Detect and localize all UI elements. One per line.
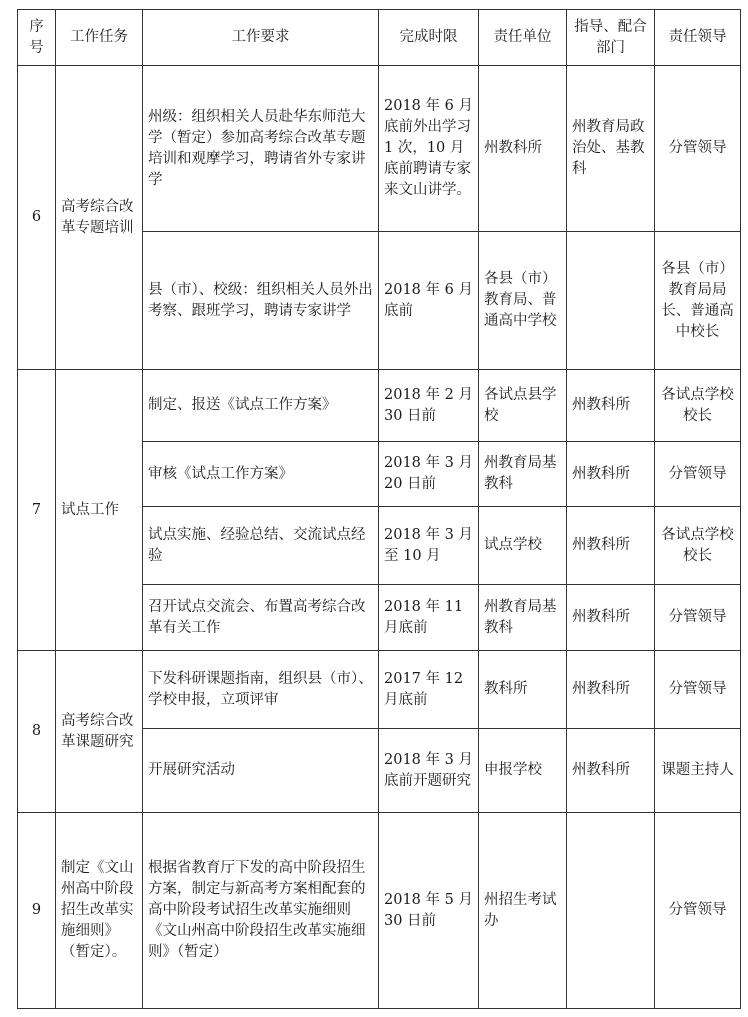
task-cell: 试点工作: [56, 370, 143, 651]
table-row: [18, 370, 741, 442]
header-task: 工作任务: [56, 10, 143, 66]
deadline-cell: 2018 年 6 月底前外出学习 1 次，10 月底前聘请专家来文山讲学。: [379, 66, 479, 232]
deadline-cell: 2018 年 5 月 30 日前: [379, 813, 479, 1009]
header-leader: 责任领导: [655, 10, 741, 66]
row-number: 6: [18, 66, 56, 370]
header-requirement: 工作要求: [143, 10, 379, 66]
deadline-cell: 2018 年 3 月 20 日前: [379, 442, 479, 507]
table-row: [18, 66, 741, 232]
unit-cell: 州招生考试办: [479, 813, 567, 1009]
deadline-cell: 2018 年 3 月至 10 月: [379, 507, 479, 585]
table-row: [18, 651, 741, 729]
task-cell: 高考综合改革专题培训: [56, 66, 143, 370]
unit-cell: 州教科所: [479, 66, 567, 232]
header-no: 序号: [18, 10, 56, 66]
dept-cell: 州教育局政治处、基教科: [567, 66, 655, 232]
leader-cell: 各试点学校校长: [655, 370, 741, 442]
unit-cell: 各县（市）教育局、普通高中学校: [479, 232, 567, 370]
requirement-cell: 下发科研课题指南，组织县（市）、学校申报，立项评审: [143, 651, 379, 729]
work-plan-table: [17, 9, 741, 1009]
requirement-cell: 根据省教育厅下发的高中阶段招生方案，制定与新高考方案相配套的高中阶段考试招生改革实施细则《文山州高中阶段招生改革实施细则》（暂定）: [143, 813, 379, 1009]
row-number: 8: [18, 651, 56, 813]
dept-cell: [567, 232, 655, 370]
header-deadline: 完成时限: [379, 10, 479, 66]
dept-cell: 州教科所: [567, 651, 655, 729]
unit-cell: 申报学校: [479, 729, 567, 813]
unit-cell: 各试点县学校: [479, 370, 567, 442]
requirement-cell: 制定、报送《试点工作方案》: [143, 370, 379, 442]
leader-cell: 分管领导: [655, 66, 741, 232]
leader-cell: 各县（市）教育局局长、普通高中校长: [655, 232, 741, 370]
task-cell: 高考综合改革课题研究: [56, 651, 143, 813]
unit-cell: 试点学校: [479, 507, 567, 585]
dept-cell: [567, 813, 655, 1009]
deadline-cell: 2018 年 3 月底前开题研究: [379, 729, 479, 813]
requirement-cell: 州级：组织相关人员赴华东师范大学（暂定）参加高考综合改革专题培训和观摩学习，聘请省外专家讲学: [143, 66, 379, 232]
requirement-cell: 审核《试点工作方案》: [143, 442, 379, 507]
unit-cell: 州教育局基教科: [479, 442, 567, 507]
dept-cell: 州教科所: [567, 507, 655, 585]
requirement-cell: 召开试点交流会、布置高考综合改革有关工作: [143, 585, 379, 651]
leader-cell: 课题主持人: [655, 729, 741, 813]
header-row: [18, 10, 741, 66]
dept-cell: 州教科所: [567, 370, 655, 442]
requirement-cell: 试点实施、经验总结、交流试点经验: [143, 507, 379, 585]
leader-cell: 分管领导: [655, 813, 741, 1009]
table-row: [18, 813, 741, 1009]
leader-cell: 分管领导: [655, 442, 741, 507]
deadline-cell: 2017 年 12 月底前: [379, 651, 479, 729]
requirement-cell: 开展研究活动: [143, 729, 379, 813]
leader-cell: 分管领导: [655, 585, 741, 651]
row-number: 9: [18, 813, 56, 1009]
header-unit: 责任单位: [479, 10, 567, 66]
dept-cell: 州教科所: [567, 585, 655, 651]
unit-cell: 教科所: [479, 651, 567, 729]
dept-cell: 州教科所: [567, 729, 655, 813]
leader-cell: 各试点学校校长: [655, 507, 741, 585]
deadline-cell: 2018 年 11 月底前: [379, 585, 479, 651]
dept-cell: 州教科所: [567, 442, 655, 507]
leader-cell: 分管领导: [655, 651, 741, 729]
deadline-cell: 2018 年 6 月底前: [379, 232, 479, 370]
unit-cell: 州教育局基教科: [479, 585, 567, 651]
header-dept: 指导、配合部门: [567, 10, 655, 66]
task-cell: 制定《文山州高中阶段招生改革实施细则》（暂定）。: [56, 813, 143, 1009]
row-number: 7: [18, 370, 56, 651]
deadline-cell: 2018 年 2 月 30 日前: [379, 370, 479, 442]
requirement-cell: 县（市）、校级：组织相关人员外出考察、跟班学习，聘请专家讲学: [143, 232, 379, 370]
